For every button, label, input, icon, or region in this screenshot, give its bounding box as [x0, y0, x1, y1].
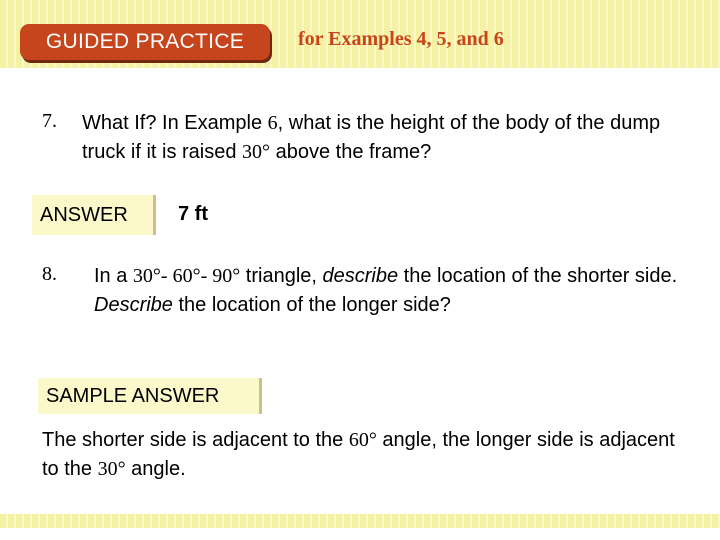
sample-answer-box [38, 378, 262, 414]
question-8-number: 8. [42, 263, 57, 285]
q7-example-number: 6 [267, 112, 278, 134]
q7-text-part: What If? In Example [82, 112, 268, 134]
q8-emphasis-describe: Describe [94, 294, 173, 316]
sample-text-part: angle, the longer side is adjacent to the [42, 429, 675, 480]
sample-answer-label: SAMPLE ANSWER [46, 384, 220, 407]
q8-emphasis-describe: describe [322, 265, 399, 287]
sample-angle: 30° [97, 458, 126, 480]
q8-text-part: In a [94, 265, 133, 287]
question-7-number: 7. [42, 110, 57, 132]
q8-text-part: triangle, [240, 265, 323, 287]
guided-practice-banner [20, 24, 270, 60]
q7-text-part: above the frame? [270, 141, 432, 163]
sample-text-part: The shorter side is adjacent to the [42, 429, 349, 451]
sample-text-part: angle. [125, 458, 186, 480]
examples-subtitle: for Examples 4, 5, and 6 [298, 28, 504, 50]
q8-text-part: the location of the longer side? [172, 294, 451, 316]
question-7-text [82, 109, 702, 167]
bottom-decorative-stripe [0, 514, 720, 528]
q7-angle: 30° [242, 141, 271, 163]
q8-angles: 30°- 60°- 90° [132, 265, 241, 287]
q8-text-part: the location of the shorter side. [398, 265, 678, 287]
sample-angle: 60° [348, 429, 377, 451]
question-8-text [94, 262, 704, 320]
banner-label: GUIDED PRACTICE [45, 30, 245, 53]
answer-value: 7 ft [178, 203, 208, 225]
q7-text-part: , what is the height of the body of the dump truck if it is raised [82, 112, 661, 163]
sample-answer-text [42, 426, 682, 484]
answer-label: ANSWER [40, 203, 128, 226]
answer-label-box [32, 195, 156, 235]
